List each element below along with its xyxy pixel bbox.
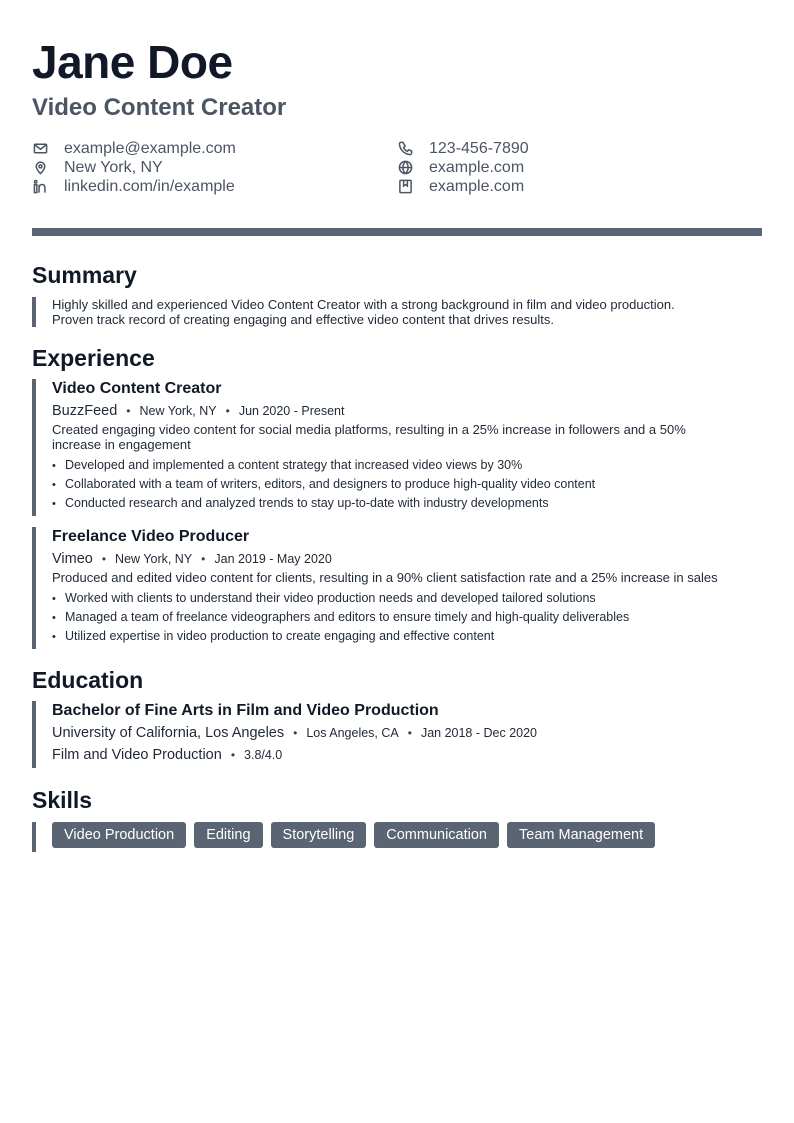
separator-dot: •	[101, 552, 107, 566]
experience-entry	[32, 379, 762, 516]
job-bullets	[52, 456, 762, 513]
contact-phone[interactable]	[397, 139, 529, 158]
contact-email-text: example@example.com	[64, 139, 236, 157]
job-company: BuzzFeed	[52, 403, 118, 419]
school-name: University of California, Los Angeles	[52, 725, 285, 741]
list-item: • Worked with clients to understand their video production needs and developed tailored solutions	[52, 589, 762, 608]
summary-line: Proven track record of creating engaging and effective video content that drives results.	[52, 312, 554, 327]
experience-entry	[32, 527, 762, 649]
list-item: • Managed a team of freelance videographers and editors to ensure timely and high-quality deliverables	[52, 608, 762, 627]
phone-icon	[397, 141, 413, 157]
separator-dot: •	[126, 404, 131, 418]
header-divider	[32, 228, 762, 236]
summary-block	[32, 297, 762, 327]
job-bullets	[52, 589, 762, 646]
contact-website-text: example.com	[429, 158, 525, 176]
skill-chip: Team Management	[507, 822, 655, 848]
skills-block	[32, 822, 762, 852]
list-item: • Developed and implemented a content strategy that increased video views by 30%	[52, 456, 762, 475]
job-title: Video Content Creator	[52, 380, 222, 397]
experience-heading: Experience	[32, 345, 155, 371]
summary-heading: Summary	[32, 262, 137, 288]
contact-portfolio[interactable]	[397, 177, 524, 196]
job-description-line: increase in engagement	[52, 437, 191, 452]
contact-linkedin[interactable]	[32, 177, 235, 196]
job-meta	[52, 402, 762, 420]
separator-dot: •	[407, 726, 412, 740]
job-location: New York, NY	[139, 404, 217, 418]
separator-dot: •	[230, 748, 236, 762]
contact-linkedin-text: linkedin.com/in/example	[64, 177, 235, 195]
education-details	[52, 746, 762, 764]
separator-dot: •	[225, 404, 230, 418]
candidate-role: Video Content Creator	[32, 94, 287, 121]
candidate-name: Jane Doe	[32, 36, 233, 88]
education-dates: Jan 2018 - Dec 2020	[420, 726, 538, 740]
skill-chip: Editing	[194, 822, 262, 848]
skills-list	[52, 822, 762, 848]
job-company: Vimeo	[52, 551, 93, 567]
skill-chip: Storytelling	[271, 822, 367, 848]
degree-title: Bachelor of Fine Arts in Film and Video Production	[52, 702, 439, 719]
list-item: • Utilized expertise in video production to create engaging and effective content	[52, 627, 762, 646]
contact-location-text: New York, NY	[64, 158, 163, 176]
separator-dot: •	[201, 552, 206, 566]
list-item: • Collaborated with a team of writers, editors, and designers to produce high-quality video content	[52, 475, 762, 494]
contact-email[interactable]	[32, 139, 236, 158]
list-item: • Conducted research and analyzed trends to stay up-to-date with industry developments	[52, 494, 762, 513]
job-description-line: Produced and edited video content for clients, resulting in a 90% client satisfaction rate and a 25% increase in sales	[52, 570, 718, 585]
job-location: New York, NY	[115, 552, 193, 566]
summary-line: Highly skilled and experienced Video Content Creator with a strong background in film and video production.	[52, 297, 675, 312]
skill-chip: Video Production	[52, 822, 186, 848]
job-title: Freelance Video Producer	[52, 528, 250, 545]
contact-phone-text: 123-456-7890	[429, 139, 529, 157]
contact-location	[32, 158, 163, 177]
separator-dot: •	[293, 726, 298, 740]
job-dates: Jun 2020 - Present	[238, 404, 345, 418]
contact-website[interactable]	[397, 158, 524, 177]
job-description	[52, 570, 762, 585]
education-entry	[32, 701, 762, 768]
job-meta	[52, 550, 762, 568]
map-pin-icon	[32, 160, 48, 176]
gpa: 3.8/4.0	[244, 748, 283, 762]
job-description	[52, 422, 762, 452]
job-description-line: Created engaging video content for social media platforms, resulting in a 25% increase in followers and a 50%	[52, 422, 686, 437]
linkedin-icon	[32, 179, 48, 195]
contact-portfolio-text: example.com	[429, 177, 525, 195]
bookmark-icon	[397, 179, 413, 195]
skill-chip: Communication	[374, 822, 499, 848]
mail-icon	[32, 141, 48, 157]
education-heading: Education	[32, 667, 144, 693]
field-of-study: Film and Video Production	[52, 747, 222, 763]
school-location: Los Angeles, CA	[306, 726, 399, 740]
globe-icon	[397, 160, 413, 176]
job-dates: Jan 2019 - May 2020	[214, 552, 332, 566]
skills-heading: Skills	[32, 787, 93, 813]
education-meta	[52, 724, 762, 742]
